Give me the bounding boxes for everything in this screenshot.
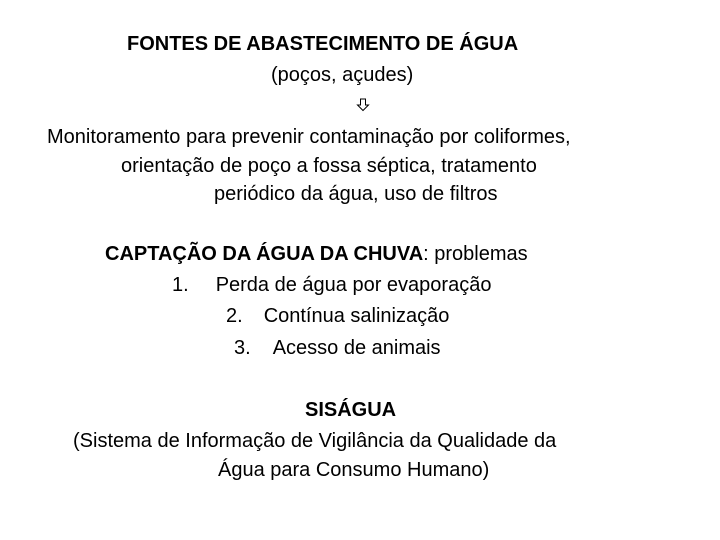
- section2-title: CAPTAÇÃO DA ÁGUA DA CHUVA: [105, 243, 424, 265]
- section2-heading: [105, 242, 528, 266]
- list-item-text: Perda de água por evaporação: [215, 274, 492, 296]
- section3-description-line-1: (Sistema de Informação de Vigilância da Qualidade da: [73, 430, 557, 452]
- section1-body-line-2: orientação de poço a fossa séptica, tratamento: [121, 155, 537, 177]
- list-item-text: Acesso de animais: [272, 337, 441, 359]
- list-item: [234, 336, 441, 360]
- list-item-number: 1.: [172, 274, 189, 296]
- hollow-down-arrow-icon: [356, 98, 370, 112]
- section3-description-line-2: Água para Consumo Humano): [218, 459, 490, 481]
- list-item-number: 2.: [226, 305, 243, 327]
- list-item: [172, 273, 491, 297]
- list-item-text: Contínua salinização: [263, 305, 450, 327]
- section2-title-suffix: : problemas: [423, 243, 528, 265]
- list-item: [226, 304, 449, 328]
- section1-body-line-1: Monitoramento para prevenir contaminação por coliformes,: [47, 126, 571, 148]
- section1-body-line-3: periódico da água, uso de filtros: [214, 183, 498, 205]
- section1-subtitle: (poços, açudes): [271, 64, 414, 86]
- list-item-number: 3.: [234, 337, 251, 359]
- section1-title: FONTES DE ABASTECIMENTO DE ÁGUA: [127, 33, 519, 55]
- section3-title: SISÁGUA: [305, 399, 397, 421]
